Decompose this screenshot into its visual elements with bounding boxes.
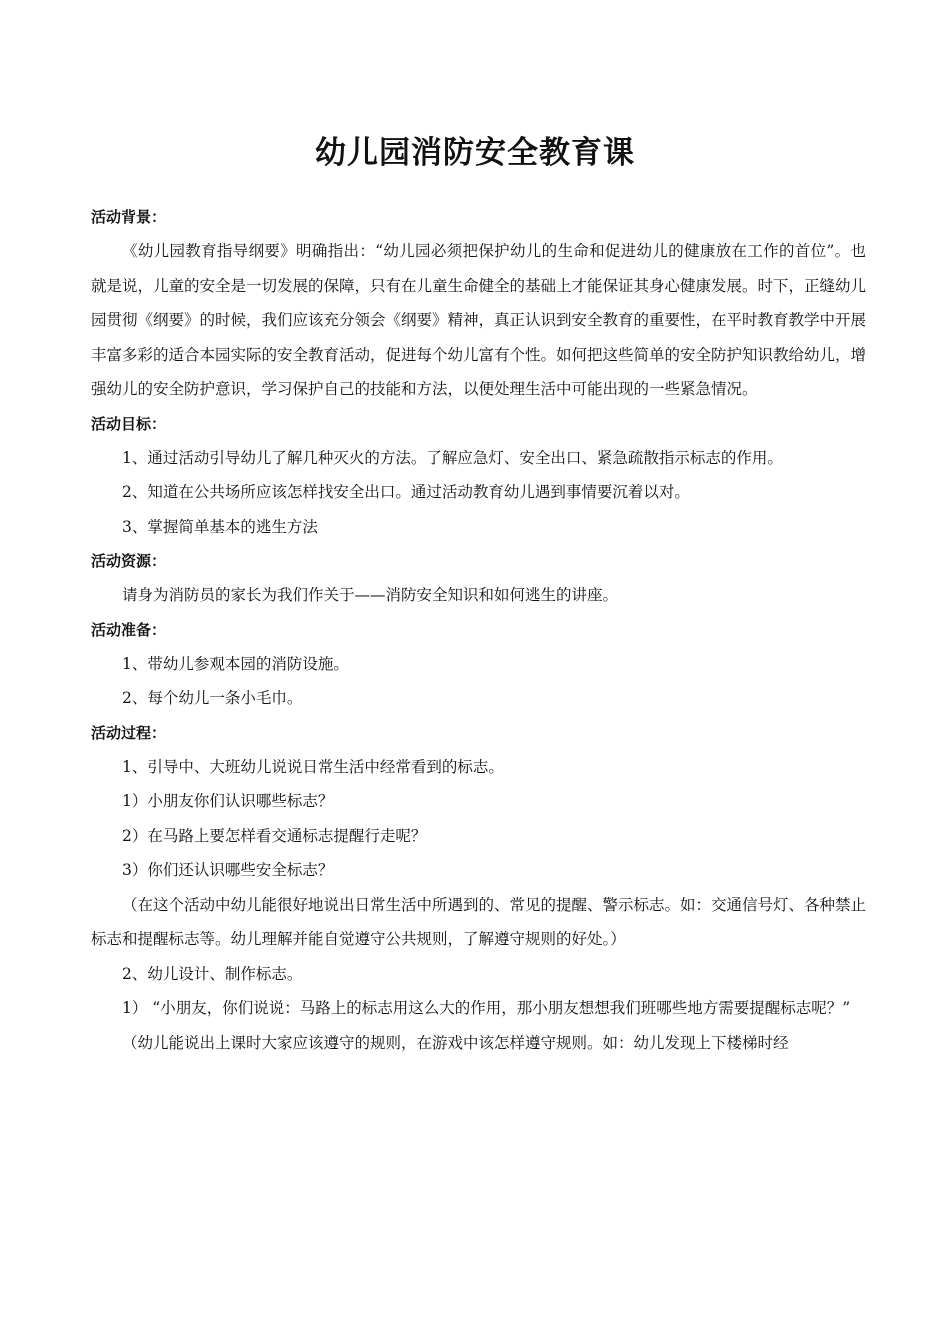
process-item-2: 2、幼儿设计、制作标志。	[122, 964, 303, 983]
process-subitem-2: 2）在马路上要怎样看交通标志提醒行走呢？	[122, 826, 427, 845]
document-title: 幼儿园消防安全教育课	[315, 135, 635, 171]
section-heading-goals: 活动目标：	[91, 414, 167, 433]
section-heading-preparation: 活动准备：	[91, 620, 167, 639]
section-heading-resources: 活动资源：	[91, 552, 167, 570]
preparation-item-2: 2、每个幼儿一条小毛巾。	[122, 689, 303, 707]
process-note-2: （幼儿能说出上课时大家应该遵守的规则，在游戏中该怎样遵守规则。如：幼儿发现上下楼梯时经	[122, 1033, 789, 1052]
process-subitem-3: 3）你们还认识哪些安全标志？	[122, 861, 334, 879]
goal-item-3: 3、掌握简单基本的逃生方法	[122, 517, 318, 536]
document-body	[91, 200, 866, 1060]
section-heading-process: 活动过程：	[91, 723, 167, 742]
process-quote: 1） “小朋友，你们说说：马路上的标志用这么大的作用，那小朋友想想我们班哪些地方需要提醒标志呢？”	[122, 999, 851, 1017]
process-item-1: 1、引导中、大班幼儿说说日常生活中经常看到的标志。	[122, 757, 504, 776]
process-note-1: （在这个活动中幼儿能很好地说出日常生活中所遇到的、常见的提醒、警示标志。如：交通信号灯、各种禁止标志和提醒标志等。幼儿理解并能自觉遵守公共规则，了解遵守规则的好处。）	[91, 895, 867, 948]
resource-item-1: 请身为消防员的家长为我们作关于——消防安全知识和如何逃生的讲座。	[122, 586, 619, 604]
process-subitem-1: 1）小朋友你们认识哪些标志？	[122, 792, 334, 810]
background-paragraph: 《幼儿园教育指导纲要》明确指出：“幼儿园必须把保护幼儿的生命和促进幼儿的健康放在工作的首位”。也就是说，儿童的安全是一切发展的保障，只有在儿童生命健全的基础上才能保证其身心健康发展。时下，正缝幼儿园贯彻《纲要》的时候，我们应该充分领会《纲要》精神，真正认识到安全教育的重要性，在平时教育教学中开展丰富多彩的适合本园实际的安全教育活动，促进每个幼儿富有个性。如何把这些简单的安全防护知识教给幼儿，增强幼儿的安全防护意识，学习保护自己的技能和方法，以便处理生活中可能出现的一些紧急情况。	[91, 242, 867, 398]
goal-item-2: 2、知道在公共场所应该怎样找安全出口。通过活动教育幼儿遇到事情要沉着以对。	[122, 483, 690, 501]
section-heading-background: 活动背景：	[91, 208, 167, 226]
preparation-item-1: 1、带幼儿参观本园的消防设施。	[122, 654, 349, 673]
goal-item-1: 1、通过活动引导幼儿了解几种灭火的方法。了解应急灯、安全出口、紧急疏散指示标志的作用。	[122, 448, 783, 467]
